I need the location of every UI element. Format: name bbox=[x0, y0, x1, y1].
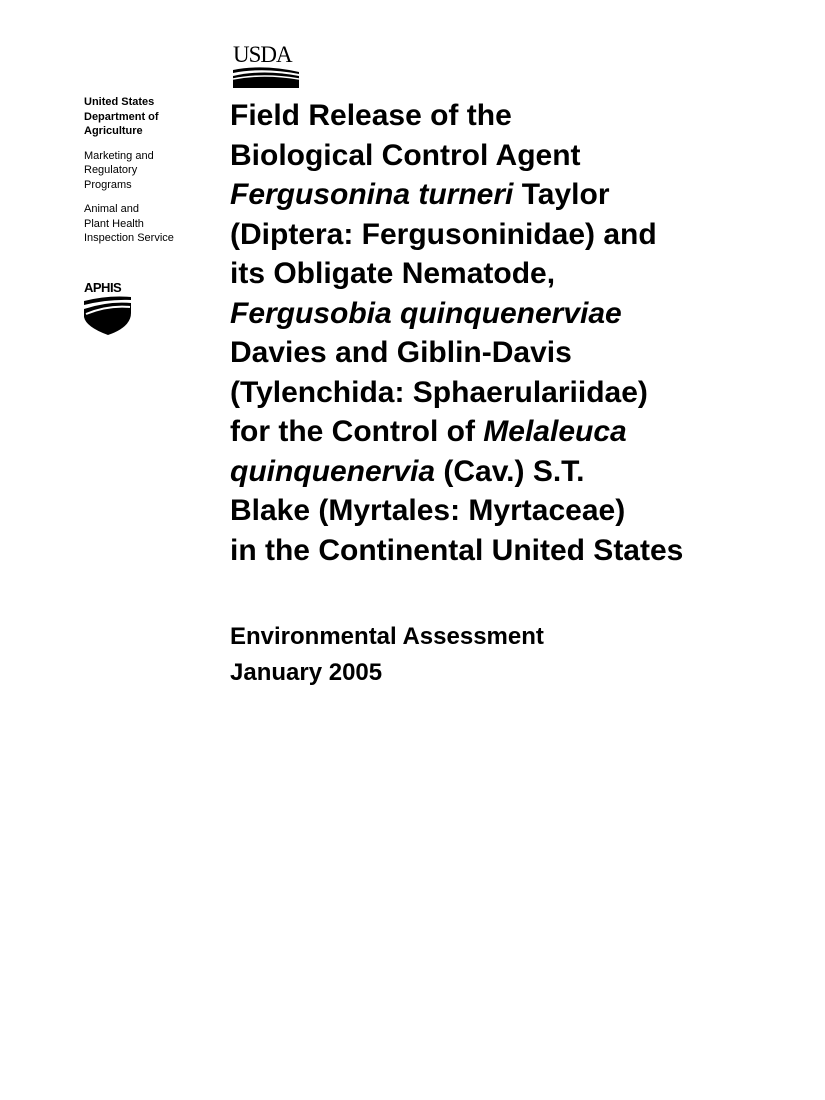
program-name bbox=[84, 149, 214, 193]
title-text: Blake (Myrtales: Myrtaceae) bbox=[230, 494, 626, 527]
title-text: (Diptera: Fergusoninidae) and bbox=[230, 217, 657, 251]
title-text: in the Continental United States bbox=[230, 533, 684, 567]
title-text: for the Control of bbox=[230, 415, 484, 448]
aphis-shield-icon bbox=[84, 295, 132, 335]
service-line: Inspection Service bbox=[84, 232, 174, 244]
document-subtitle bbox=[230, 619, 544, 691]
title-line bbox=[230, 136, 683, 176]
title-line bbox=[230, 412, 683, 452]
title-text: Davies and Giblin-Davis bbox=[230, 336, 572, 369]
aphis-logo bbox=[84, 281, 134, 340]
agency-line: United States bbox=[84, 96, 155, 108]
usda-logo-text: USDA bbox=[233, 42, 292, 67]
usda-logo bbox=[233, 44, 299, 93]
title-species-name: Fergusonina turneri bbox=[230, 178, 514, 211]
title-text: its Obligate Nematode, bbox=[230, 257, 556, 290]
program-line: Programs bbox=[84, 178, 132, 191]
usda-landscape-icon bbox=[233, 66, 299, 88]
title-line bbox=[230, 491, 683, 531]
program-line: Regulatory bbox=[84, 164, 138, 176]
document-title bbox=[230, 96, 683, 570]
title-text: (Tylenchida: Sphaerulariidae) bbox=[230, 375, 648, 409]
service-line: Animal and bbox=[84, 203, 140, 215]
title-text: Biological Control Agent bbox=[230, 138, 581, 172]
title-line bbox=[230, 175, 683, 215]
service-line: Plant Health bbox=[84, 217, 144, 230]
title-line bbox=[230, 254, 683, 294]
title-species-name: Fergusobia quinquenerviae bbox=[230, 296, 622, 330]
agency-line: Agriculture bbox=[84, 125, 143, 137]
document-type: Environmental Assessment bbox=[230, 623, 544, 650]
title-line bbox=[230, 96, 683, 136]
agency-line: Department of bbox=[84, 110, 159, 123]
title-line bbox=[230, 531, 683, 571]
title-line bbox=[230, 333, 683, 373]
title-species-name: Melaleuca bbox=[483, 415, 627, 448]
agency-name bbox=[84, 95, 214, 139]
document-date: January 2005 bbox=[230, 659, 383, 686]
title-species-name: quinquenervia bbox=[230, 454, 436, 488]
aphis-logo-text: APHIS bbox=[84, 280, 122, 295]
service-name bbox=[84, 202, 214, 246]
title-text: (Cav.) S.T. bbox=[435, 454, 585, 488]
program-line: Marketing and bbox=[84, 149, 154, 162]
title-text: Taylor bbox=[513, 178, 610, 211]
title-line bbox=[230, 215, 683, 255]
title-line bbox=[230, 294, 683, 334]
title-text: Field Release of the bbox=[230, 99, 512, 132]
title-line bbox=[230, 452, 683, 492]
title-line bbox=[230, 373, 683, 413]
agency-sidebar bbox=[84, 95, 214, 256]
